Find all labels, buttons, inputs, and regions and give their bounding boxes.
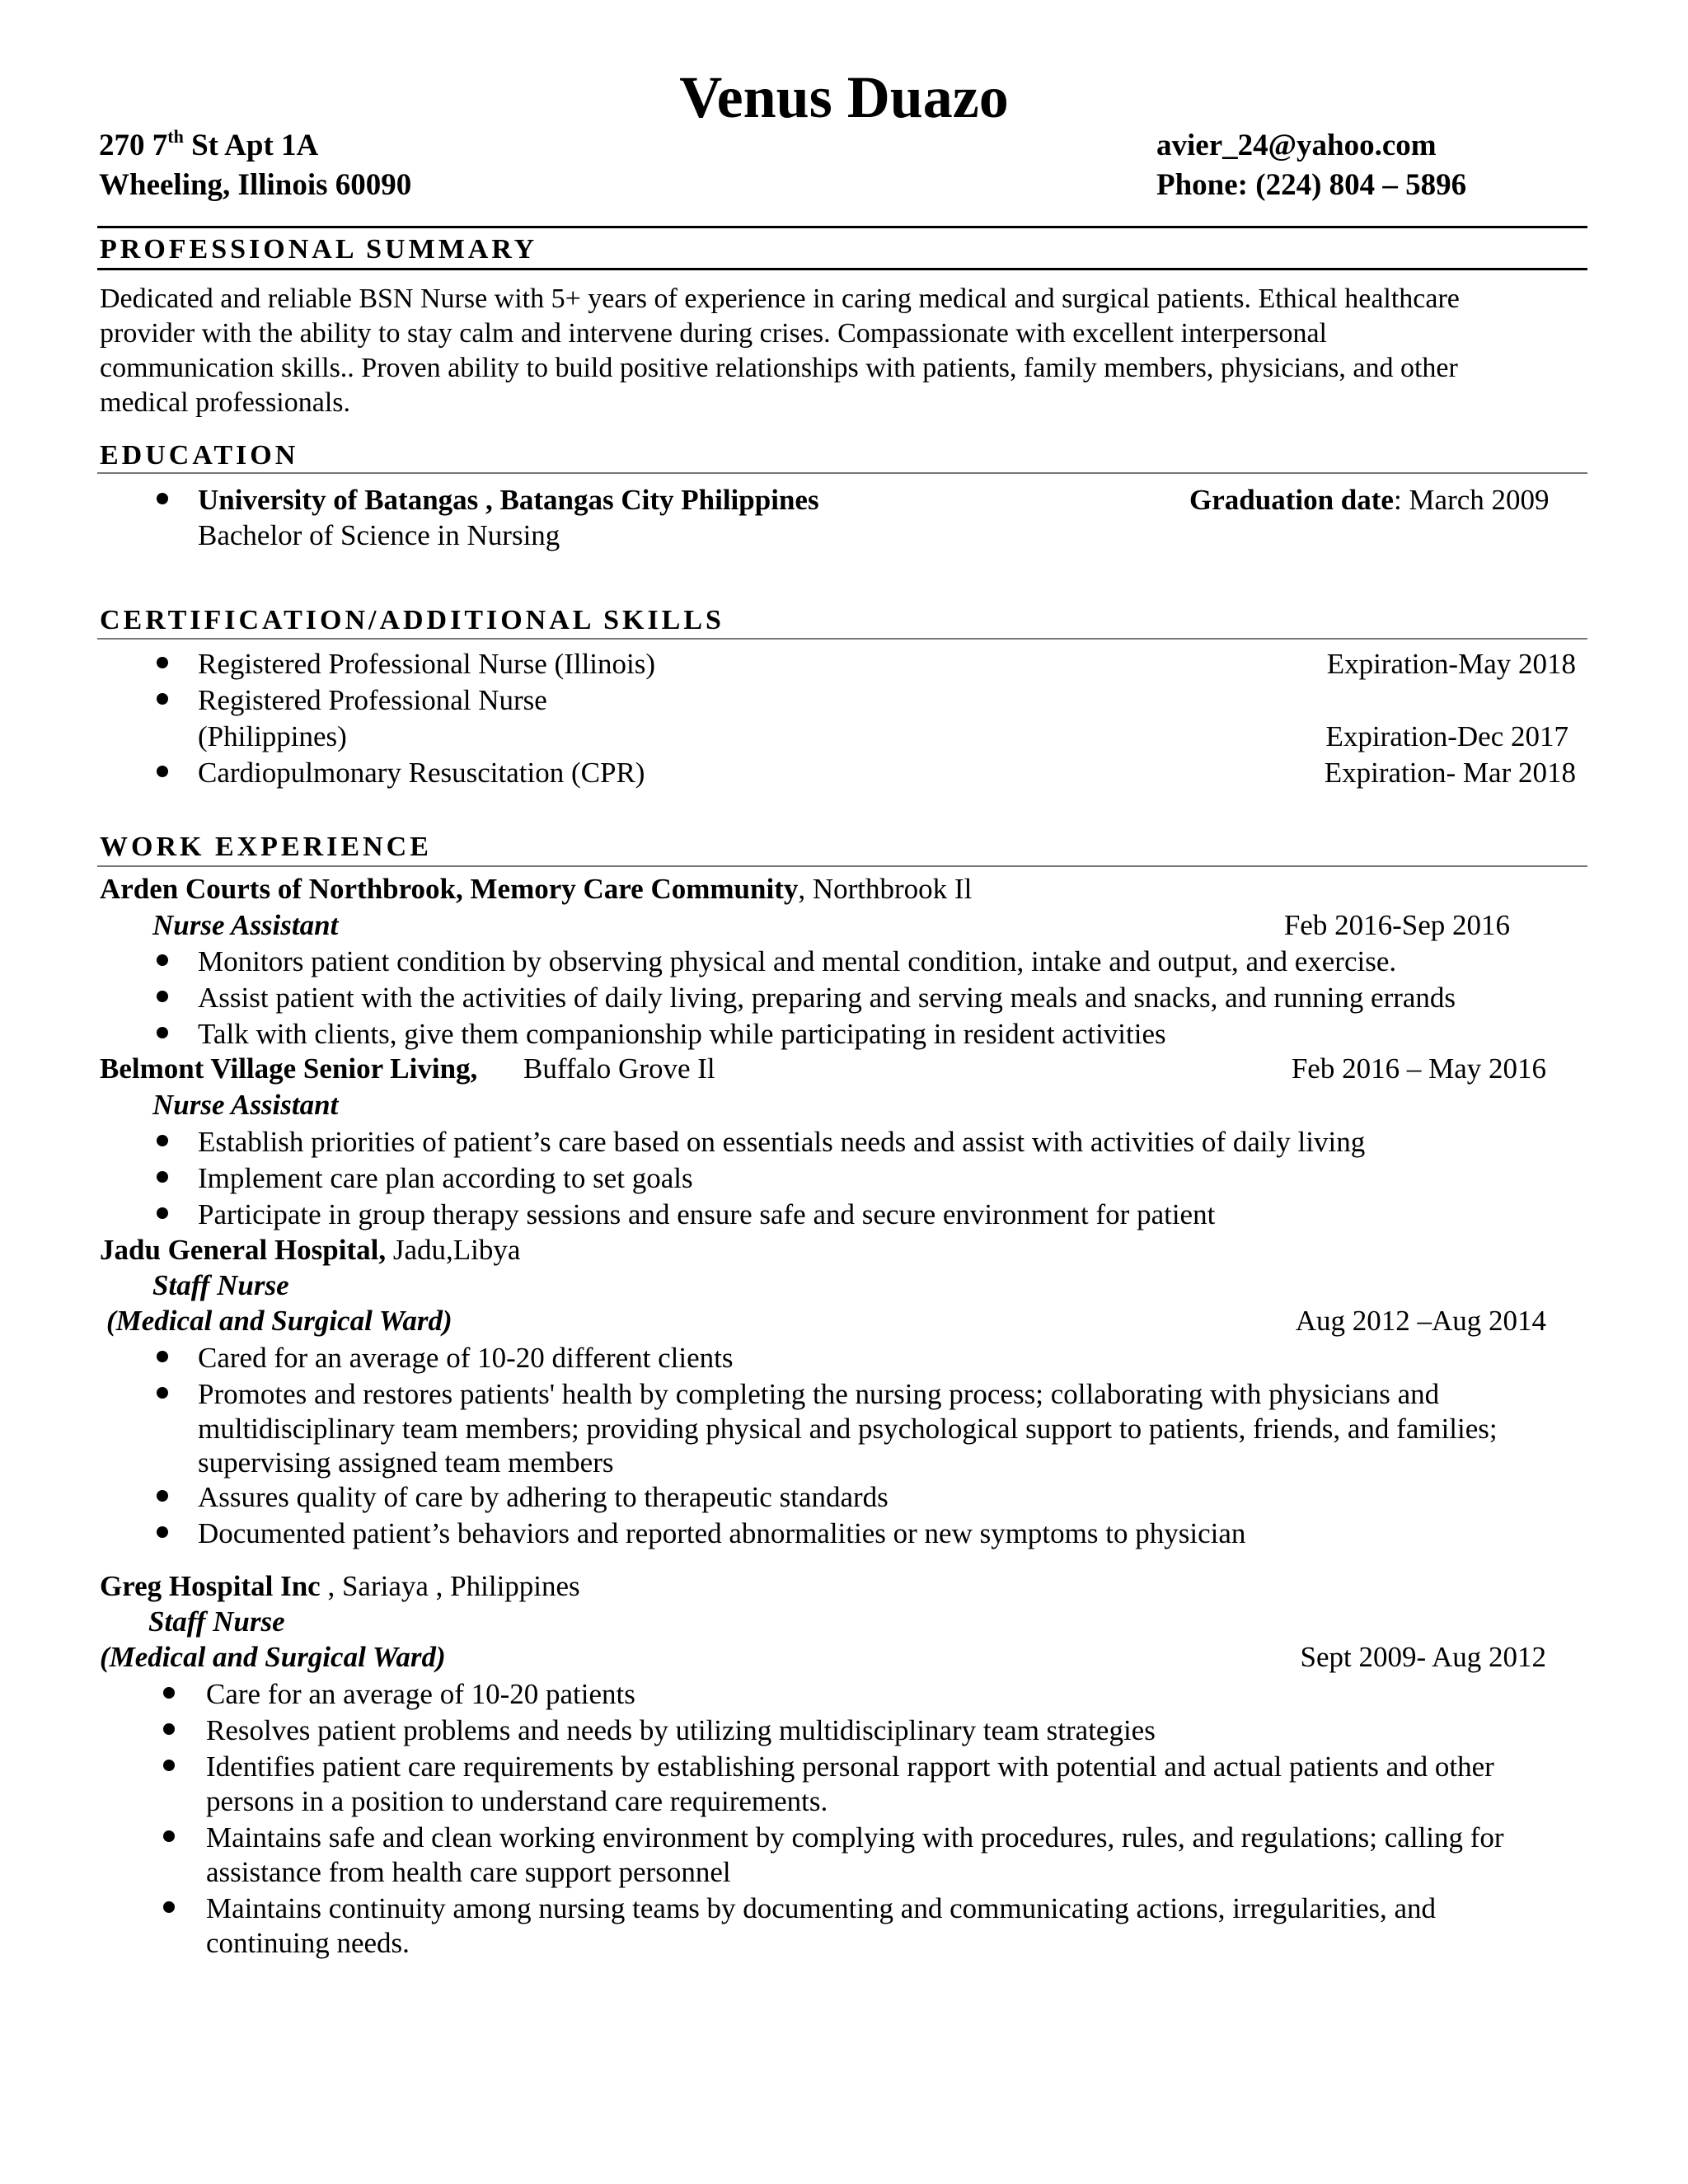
job-bullet: Maintains continuity among nursing teams by documenting and communicating actions, irregularities, and — [206, 1892, 1437, 1924]
work-heading: WORK EXPERIENCE — [100, 832, 432, 862]
address-superscript: th — [167, 126, 184, 147]
certification-expiration: Expiration-May 2018 — [1326, 648, 1576, 680]
job-ward: (Medical and Surgical Ward) — [100, 1641, 446, 1673]
certification-expiration: Expiration-Dec 2017 — [1325, 720, 1568, 752]
divider-top — [97, 226, 1587, 228]
employer-name: Jadu General Hospital, — [100, 1234, 387, 1266]
bullet — [157, 1171, 168, 1183]
email: avier_24@yahoo.com — [1156, 129, 1437, 162]
graduation-value: : March 2009 — [1393, 484, 1550, 516]
bullet — [157, 1351, 168, 1362]
job-bullet: Maintains safe and clean working environment by complying with procedures, rules, and regulations; calling for — [206, 1821, 1504, 1854]
education-heading: EDUCATION — [100, 440, 299, 471]
divider-education — [97, 472, 1587, 474]
job-employer-line — [100, 1572, 580, 1601]
bullet — [157, 766, 168, 777]
bullet — [157, 954, 168, 966]
job-title: Staff Nurse — [148, 1605, 285, 1638]
job-ward: (Medical and Surgical Ward) — [106, 1305, 452, 1337]
job-title: Staff Nurse — [152, 1269, 289, 1301]
graduation-date — [1189, 485, 1550, 514]
job-title: Nurse Assistant — [152, 1089, 339, 1121]
job-bullet: Cared for an average of 10-20 different clients — [198, 1342, 734, 1374]
bullet — [157, 1135, 168, 1146]
summary-line: medical professionals. — [100, 387, 351, 418]
job-dates: Aug 2012 –Aug 2014 — [1295, 1305, 1546, 1337]
job-dates: Feb 2016-Sep 2016 — [1283, 909, 1510, 941]
certification-expiration: Expiration- Mar 2018 — [1324, 757, 1576, 789]
job-bullet: Assures quality of care by adhering to therapeutic standards — [198, 1481, 889, 1513]
job-dates: Feb 2016 – May 2016 — [1291, 1052, 1546, 1085]
school-name: University of Batangas , Batangas City Philippines — [198, 484, 819, 516]
bullet — [157, 991, 168, 1002]
job-bullet-continued: continuing needs. — [206, 1927, 410, 1959]
employer-location: , Sariaya , Philippines — [320, 1570, 580, 1602]
address-line — [99, 126, 319, 162]
job-title: Nurse Assistant — [152, 909, 339, 941]
job-employer-line — [100, 874, 972, 903]
bullet — [157, 1207, 168, 1219]
job-bullet: Resolves patient problems and needs by utilizing multidisciplinary team strategies — [206, 1714, 1156, 1746]
job-bullet: Assist patient with the activities of daily living, preparing and serving meals and snacks, and running errands — [198, 982, 1456, 1014]
summary-line: communication skills.. Proven ability to build positive relationships with patients, family members, physicians, and other — [100, 353, 1458, 383]
job-employer-line — [100, 1235, 520, 1264]
employer-name: Arden Courts of Northbrook, Memory Care Community — [100, 873, 799, 905]
divider-summary — [97, 268, 1587, 270]
job-bullet: Implement care plan according to set goals — [198, 1162, 693, 1194]
job-bullet: Talk with clients, give them companionship while participating in resident activities — [198, 1018, 1166, 1050]
candidate-name: Venus Duazo — [679, 64, 1009, 130]
bullet — [163, 1687, 175, 1699]
bullet — [157, 657, 168, 668]
employer-name: Greg Hospital Inc — [100, 1570, 321, 1602]
degree: Bachelor of Science in Nursing — [198, 519, 560, 551]
employer-name: Belmont Village Senior Living, — [100, 1052, 478, 1085]
divider-certification — [97, 638, 1587, 640]
bullet — [163, 1901, 175, 1913]
bullet — [157, 1027, 168, 1038]
bullet — [157, 1387, 168, 1399]
summary-line: Dedicated and reliable BSN Nurse with 5+ years of experience in caring medical and surgical patients. Ethical healthcare — [100, 284, 1460, 314]
bullet — [157, 1526, 168, 1538]
bullet — [157, 1490, 168, 1502]
job-bullet: Documented patient’s behaviors and reported abnormalities or new symptoms to physician — [198, 1517, 1246, 1549]
job-bullet: Promotes and restores patients' health by completing the nursing process; collaborating with physicians and — [198, 1378, 1440, 1410]
certification-item-continued: (Philippines) — [198, 720, 347, 752]
certification-heading: CERTIFICATION/ADDITIONAL SKILLS — [100, 605, 724, 635]
job-bullet: Identifies patient care requirements by establishing personal rapport with potential and actual patients and other — [206, 1750, 1494, 1783]
graduation-label: Graduation date — [1189, 484, 1394, 516]
job-bullet: Care for an average of 10-20 patients — [206, 1678, 635, 1710]
bullet — [157, 693, 168, 705]
certification-item: Registered Professional Nurse (Illinois) — [198, 648, 656, 680]
job-bullet: Establish priorities of patient’s care based on essentials needs and assist with activities of daily living — [198, 1126, 1366, 1158]
job-bullet-continued: supervising assigned team members — [198, 1446, 614, 1479]
city-line: Wheeling, Illinois 60090 — [99, 168, 412, 202]
address-street: St Apt 1A — [183, 129, 319, 162]
job-bullet: Participate in group therapy sessions and ensure safe and secure environment for patient — [198, 1198, 1216, 1230]
divider-work — [97, 865, 1587, 867]
job-bullet-continued: persons in a position to understand care requirements. — [206, 1785, 828, 1817]
summary-heading: PROFESSIONAL SUMMARY — [100, 234, 538, 265]
job-bullet: Monitors patient condition by observing physical and mental condition, intake and output, and exercise. — [198, 945, 1397, 977]
summary-text — [100, 282, 1583, 420]
bullet — [163, 1760, 175, 1771]
bullet — [157, 493, 168, 504]
bullet — [163, 1723, 175, 1735]
phone: Phone: (224) 804 – 5896 — [1156, 168, 1467, 202]
job-employer-line — [100, 1054, 477, 1083]
summary-line: provider with the ability to stay calm and intervene during crises. Compassionate with excellent interpersonal — [100, 318, 1327, 349]
job-dates: Sept 2009- Aug 2012 — [1300, 1641, 1546, 1673]
certification-item: Registered Professional Nurse — [198, 684, 547, 716]
job-bullet-continued: assistance from health care support personnel — [206, 1856, 731, 1888]
employer-location: , Northbrook Il — [798, 873, 973, 905]
bullet — [163, 1830, 175, 1842]
address-number: 270 7 — [99, 129, 168, 162]
employer-location: Buffalo Grove Il — [523, 1052, 715, 1085]
job-bullet-continued: multidisciplinary team members; providing physical and psychological support to patients, friends, and families; — [198, 1413, 1498, 1445]
employer-location: Jadu,Libya — [386, 1234, 521, 1266]
certification-item: Cardiopulmonary Resuscitation (CPR) — [198, 757, 645, 789]
